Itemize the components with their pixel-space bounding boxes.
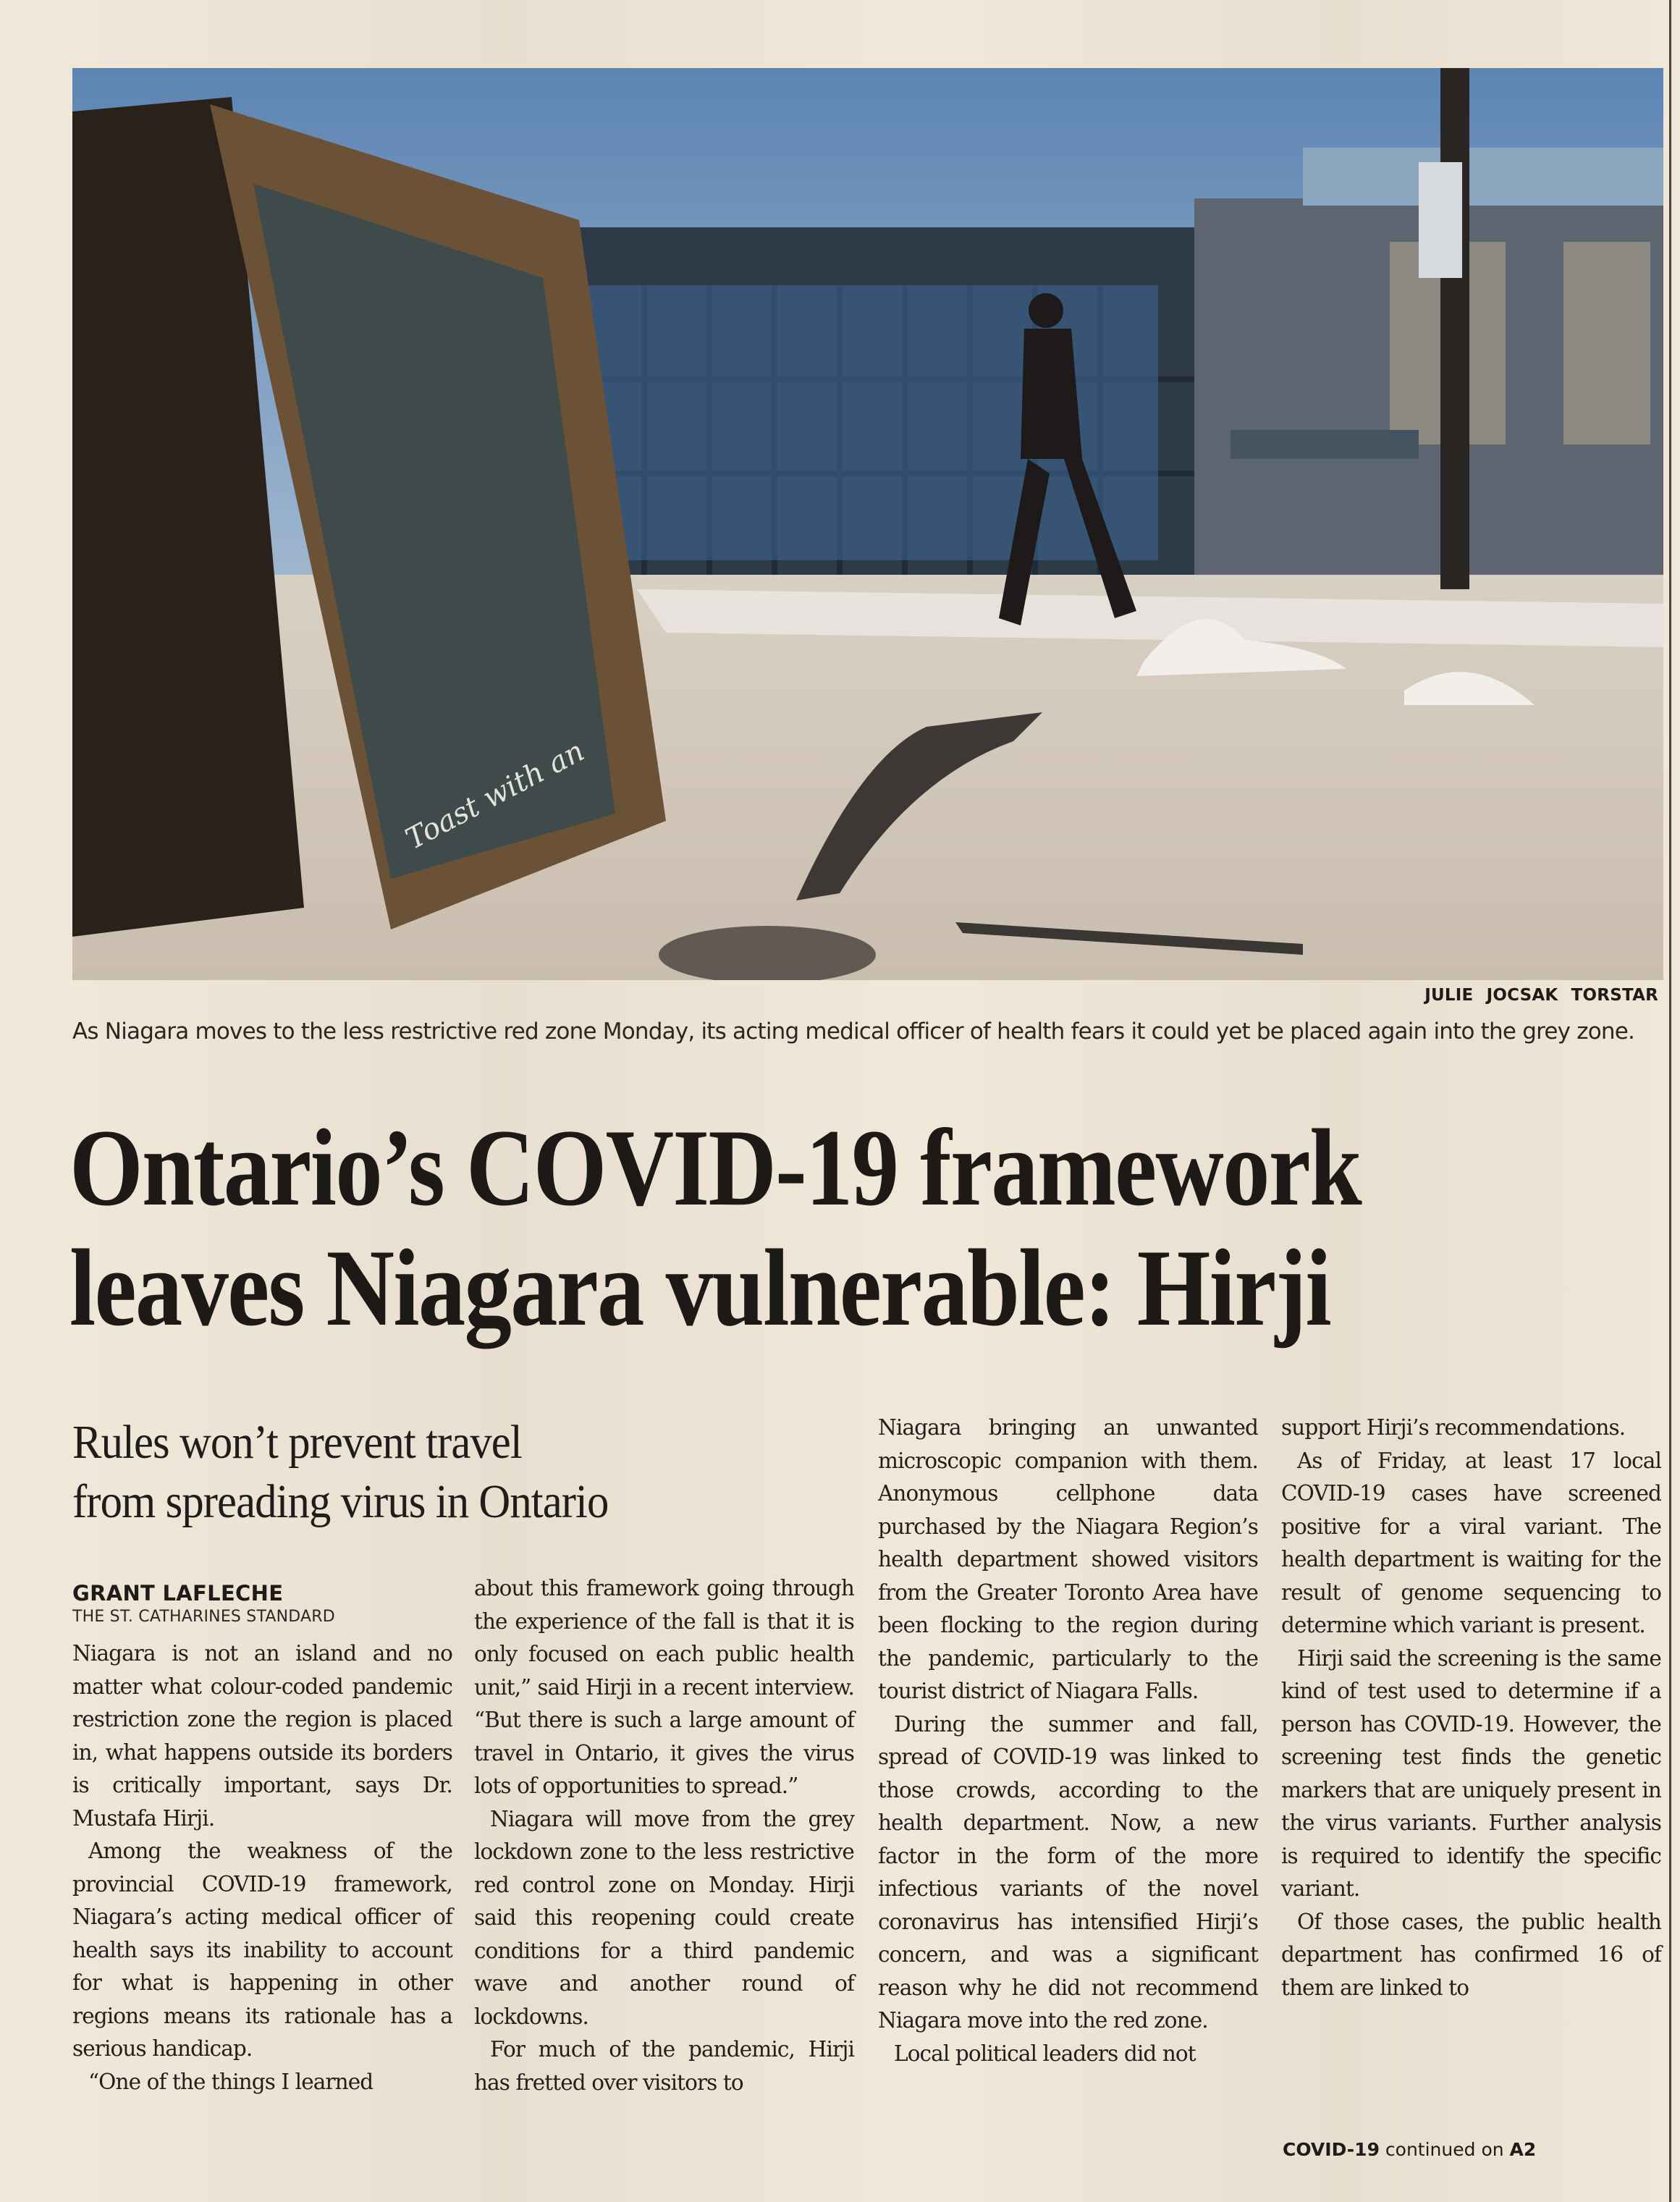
paragraph: Niagara will move from the grey lockdown zone to the less restrictive red control zone on Monday. Hirji said this reopening could create conditions for a third pandemic wave and another round of lockdowns. xyxy=(474,1806,854,2029)
paragraph: Of those cases, the public health department has confirmed 16 of them are linked to xyxy=(1281,1909,1661,2000)
street-scene-illustration xyxy=(72,68,1663,980)
paragraph: Among the weakness of the provincial COVID-19 framework, Niagara’s acting medical officer of health says its inability to account for what is happening in other regions means its rationale has a serious handicap. xyxy=(72,1839,452,2061)
body-column-2 xyxy=(474,1572,854,2099)
body-column-4 xyxy=(1281,1412,1661,2004)
jump-keyword: COVID-19 xyxy=(1283,2139,1380,2160)
photo-credit-org: TORSTAR xyxy=(1571,986,1658,1005)
paragraph: Local political leaders did not xyxy=(894,2041,1196,2066)
paragraph: support Hirji’s recommendations. xyxy=(1281,1415,1626,1440)
body-column-3 xyxy=(878,1412,1258,2070)
author-publication: THE ST. CATHARINES STANDARD xyxy=(72,1608,335,1626)
photo-credit xyxy=(1424,986,1658,1005)
paragraph: Niagara is not an island and no matter what colour-coded pandemic restriction zone the region is placed in, what happens outside its borders is critically important, says Dr. Mustafa Hirji. xyxy=(72,1641,452,1831)
headline-line-1: Ontario’s COVID-19 framework xyxy=(69,1107,1362,1228)
body-column-1 xyxy=(72,1637,452,2098)
article-photo xyxy=(72,68,1663,980)
paragraph: For much of the pandemic, Hirji has fretted over visitors to xyxy=(474,2037,854,2095)
subheadline-line-1: Rules won’t prevent travel xyxy=(72,1416,522,1469)
byline xyxy=(72,1580,456,1628)
continued-on-link[interactable] xyxy=(1283,2139,1536,2160)
chalkboard-sign xyxy=(72,97,666,937)
paragraph: “One of the things I learned xyxy=(88,2069,373,2094)
column-rule xyxy=(1669,0,1671,2202)
paragraph: Niagara bringing an unwanted microscopic companion with them. Anonymous cellphone data purchased by the Niagara Region’s health department showed visitors from the Greater Toronto Area have been flocking to the region during the pandemic, particularly to the tourist district of Niagara Falls. xyxy=(878,1415,1258,1703)
jump-text: continued on xyxy=(1385,2139,1504,2160)
headline xyxy=(69,1108,1451,1348)
paragraph: As of Friday, at least 17 local COVID-19 cases have screened positive for a viral variant. The health department is waiting for the result of genome sequencing to determine which variant is present. xyxy=(1281,1448,1661,1637)
signal-pole xyxy=(1440,68,1469,589)
paragraph: about this framework going through the experience of the fall is that it is only focused on each public health unit,” said Hirji in a recent interview. “But there is such a large amount of travel in Ontario, it gives the virus lots of opportunities to spread.” xyxy=(474,1576,854,1798)
author-name: GRANT LAFLECHE xyxy=(72,1581,284,1606)
headline-line-2: leaves Niagara vulnerable: Hirji xyxy=(69,1227,1331,1349)
photo-caption: As Niagara moves to the less restrictive red zone Monday, its acting medical officer of health fears it could yet be placed again into the grey zone. xyxy=(72,1018,1635,1045)
subheadline-line-2: from spreading virus in Ontario xyxy=(72,1475,609,1528)
paragraph: Hirji said the screening is the same kind of test used to determine if a person has COVID-19. However, the screening test finds the genetic markers that are uniquely present in the virus variants. Further analysis is required to identify the specific variant. xyxy=(1281,1645,1661,1901)
subheadline xyxy=(72,1413,792,1532)
paragraph: During the summer and fall, spread of COVID-19 was linked to those crowds, according to the health department. Now, a new factor in the form of the more infectious variants of the novel coronavirus has intensified Hirji’s concern, and was a significant reason why he did not recommend Niagara move into the red zone. xyxy=(878,1711,1258,2033)
jump-page: A2 xyxy=(1509,2139,1537,2160)
sign-text: Toast with an xyxy=(400,734,590,856)
photo-credit-name: JULIE JOCSAK xyxy=(1424,986,1558,1005)
